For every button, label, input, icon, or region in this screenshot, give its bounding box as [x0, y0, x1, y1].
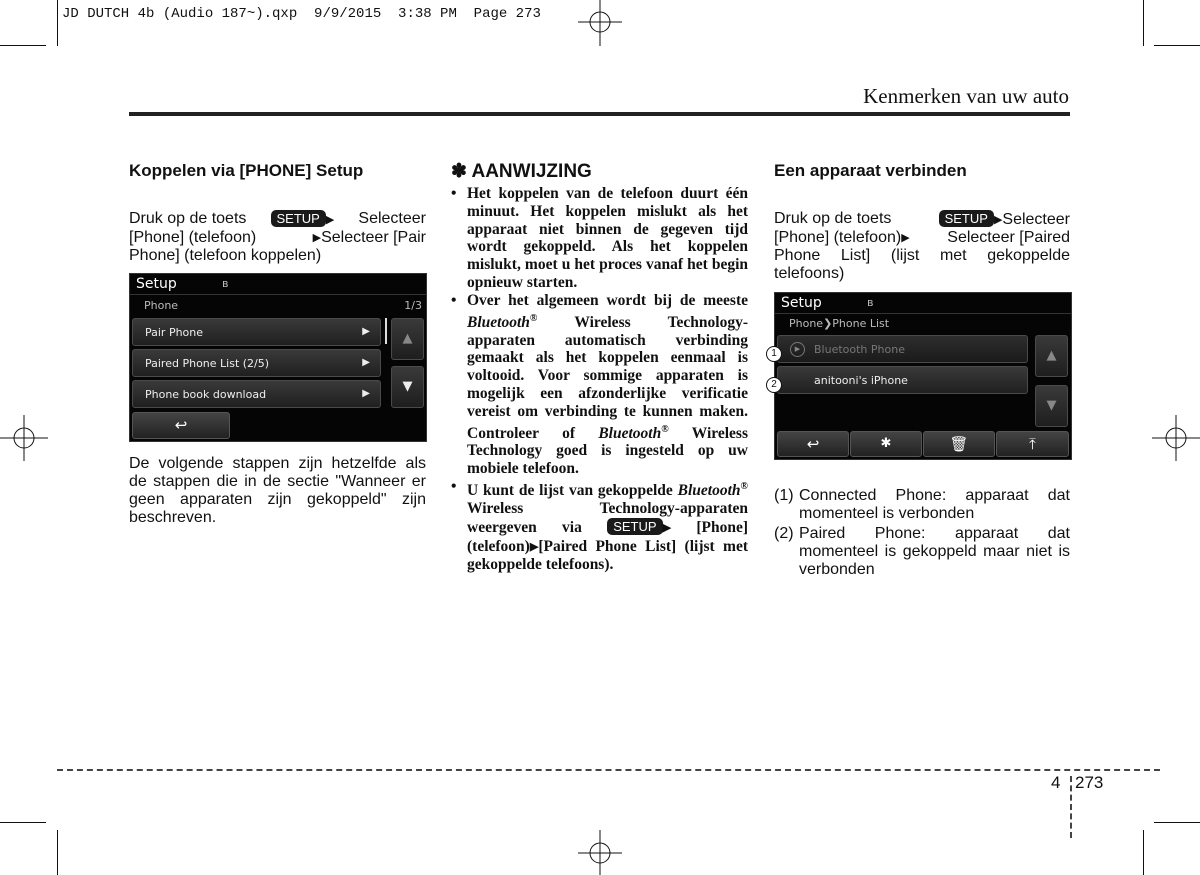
legend-item-1: (1) Connected Phone: apparaat dat momenteel is verbonden — [774, 487, 1070, 522]
right-legend — [774, 487, 1070, 579]
intro-line2-b: Selecteer [Pair — [321, 229, 426, 246]
arrow-right-icon: ▶ — [662, 521, 671, 534]
back-icon: ↩ — [132, 412, 230, 439]
scroll-down-icon: ▼ — [391, 366, 424, 408]
intro-text-a: Druk op de toets — [129, 210, 247, 227]
right-intro: Druk op de toets SETUP ▶Selecteer [Phone] (telefoon)▶ Selecteer [Paired Phone List] (lijst met gekoppelde telefoons) — [774, 210, 1070, 282]
intro-line2-a: [Phone] (telefoon) — [129, 229, 257, 246]
arrow-right-icon: ▶ — [901, 232, 910, 244]
footer-rule — [57, 769, 1160, 771]
screen-page: 1/3 — [404, 299, 422, 312]
menu-item-paired-list: Paired Phone List (2/5) ▶ — [132, 349, 381, 377]
registration-mark-left — [0, 415, 48, 461]
trash-icon: 🗑 — [923, 431, 995, 457]
intro-text-b: Selecteer — [358, 210, 426, 227]
setup-button-icon: SETUP — [939, 210, 994, 227]
screen-title: Setup — [136, 276, 177, 292]
arrow-right-icon: ▶ — [993, 214, 1003, 226]
page-number: 273 — [1075, 773, 1104, 792]
note-bullet-1: • Het koppelen van de telefoon duurt één minuut. Het koppelen mislukt als het apparaat niet binnen de gegeven tijd wordt gekoppeld. Als het koppelen mislukt, moet u het proces vanaf het begin opnieuw starten. — [451, 185, 748, 291]
note-title: ✽ AANWIJZING — [451, 161, 592, 182]
section-header: Kenmerken van uw auto — [863, 84, 1069, 108]
scroll-up-icon: ▲ — [391, 318, 424, 360]
setup-button-icon: SETUP — [271, 210, 326, 227]
bluetooth-connect-icon: ✱ — [850, 431, 922, 457]
chevron-right-icon: ▶ — [362, 388, 370, 399]
bluetooth-icon: ʙ — [867, 296, 874, 309]
paired-phone-row: anitooni's iPhone — [777, 366, 1028, 394]
header-rule — [129, 112, 1070, 116]
screen-breadcrumb: Phone❯Phone List — [789, 317, 890, 330]
left-intro — [129, 210, 426, 265]
scroll-up-icon: ▲ — [1035, 335, 1068, 377]
registration-mark-top — [578, 0, 622, 46]
arrow-right-icon: ▶ — [529, 540, 539, 553]
registration-mark-right — [1152, 415, 1200, 461]
back-icon: ↩ — [777, 431, 849, 457]
note-bullet-3: • U kunt de lijst van gekoppelde Bluetooth® Wireless Technology-apparaten weergeven via SETUP ▶ [Phone] (telefoon)▶[Paired Phone List] (lijst met gekoppelde telefoons). — [451, 478, 749, 574]
menu-item-phonebook: Phone book download ▶ — [132, 380, 381, 408]
footer-divider — [1070, 776, 1072, 838]
phone-list-screen — [774, 292, 1072, 460]
screen-subtitle: Phone — [144, 299, 179, 312]
bluetooth-icon: ʙ — [222, 277, 229, 290]
chevron-right-icon: ▶ — [362, 357, 370, 368]
note-bullet-2: • Over het algemeen wordt bij de meeste Bluetooth® Wireless Technology-apparaten automatisch verbinding gemaakt als het koppelen eenmaal is voltooid. Voor sommige apparaten is mogelijk een afzonderlijke verificatie vereist om verbinding te kunnen maken. Controleer of Bluetooth® Wireless Technology goed is ingesteld op uw mobiele telefoon. — [451, 291, 748, 478]
legend-item-2: (2) Paired Phone: apparaat dat momenteel is gekoppeld maar niet is verbonden — [774, 525, 1070, 578]
menu-item-pair-phone: Pair Phone ▶ — [132, 318, 381, 346]
print-slug: JD DUTCH 4b (Audio 187~).qxp 9/9/2015 3:38 PM Page 273 — [62, 6, 541, 22]
phone-setup-screen — [129, 273, 427, 442]
move-to-top-icon: ⤒ — [996, 431, 1069, 457]
callout-2: 2 — [766, 377, 782, 393]
scroll-down-icon: ▼ — [1035, 385, 1068, 427]
left-after-text: De volgende stappen zijn hetzelfde als de stappen die in de sectie "Wanneer er geen apparaten zijn gekoppeld" zijn beschreven. — [129, 455, 426, 526]
connected-phone-row: ▶ Bluetooth Phone — [777, 335, 1028, 363]
chevron-right-icon: ▶ — [362, 326, 370, 337]
right-heading: Een apparaat verbinden — [774, 161, 967, 180]
scrollbar-thumb — [385, 318, 387, 344]
chapter-number: 4 — [1051, 773, 1061, 792]
screen-title: Setup — [781, 295, 822, 311]
callout-1: 1 — [766, 346, 782, 362]
registration-mark-bottom — [578, 830, 622, 875]
left-heading: Koppelen via [PHONE] Setup — [129, 161, 364, 180]
intro-line3: Phone] (telefoon koppelen) — [129, 247, 322, 264]
setup-button-icon: SETUP — [607, 518, 662, 535]
note-body — [451, 185, 748, 574]
play-icon: ▶ — [790, 342, 805, 357]
arrow-right-icon: ▶ — [312, 232, 322, 244]
arrow-right-icon: ▶ — [325, 214, 335, 226]
